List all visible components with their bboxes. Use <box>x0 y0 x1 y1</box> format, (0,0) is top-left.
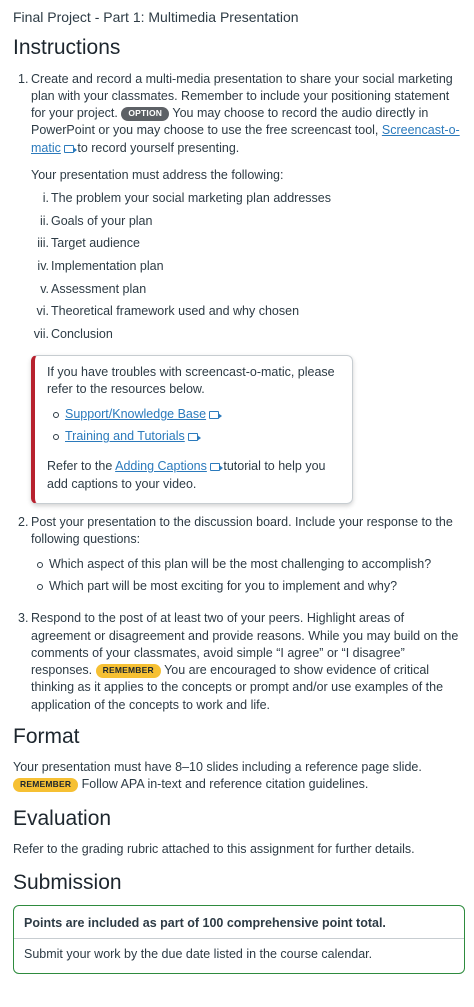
evaluation-text: Refer to the grading rubric attached to this assignment for further details. <box>13 841 415 856</box>
external-link-icon <box>210 463 220 471</box>
list-item <box>53 406 338 428</box>
step-number: 3. <box>18 611 29 626</box>
step-2-text: Post your presentation to the discussion board. Include your response to the following questions: <box>31 514 453 547</box>
list-item <box>53 428 338 450</box>
submission-heading: Submission <box>13 870 122 894</box>
callout-refer: Refer to the Adding Captions tutorial to help you add captions to your video. <box>47 459 326 491</box>
step-3 <box>13 610 464 714</box>
list-item: iii. Target audience <box>37 236 140 251</box>
instructions-heading: Instructions <box>13 36 121 60</box>
external-link-icon <box>188 433 198 441</box>
step-2 <box>13 514 464 601</box>
training-tutorials-link[interactable]: Training and Tutorials <box>65 429 185 444</box>
support-knowledge-base-link[interactable]: Support/Knowledge Base <box>65 407 207 422</box>
format-text: Your presentation must have 8–10 slides including a reference page slide. REMEMBER Follow APA in-text and reference citation guidelines. <box>13 760 422 792</box>
list-item: ii. Goals of your plan <box>39 213 153 228</box>
step-1-text: Create and record a multi-media presentation to share your social marketing plan with your classmates. Remember to include your positioning statement for your project. OPTION You may choose to record the audio directly in PowerPoint or you may choose to use the free screencast tool, Screencast-o-matic to record yourself presenting. <box>31 71 460 155</box>
step-3-text: Respond to the post of at least two of your peers. Highlight areas of agreement or disagreement and provide reasons. While you may build on the comments of your classmates, avoid simple “I agree” or “I disagree” responses. REMEMBER You are encouraged to show evidence of critical thinking as it applies to the concepts or prompt and/or use examples of the application of the concepts to work and life. <box>31 611 459 712</box>
external-link-icon <box>64 145 74 153</box>
resource-links <box>53 406 338 450</box>
list-item: vii. Conclusion <box>33 327 113 342</box>
questions-list <box>37 556 464 600</box>
list-item: iv. Implementation plan <box>37 259 164 274</box>
remember-badge: REMEMBER <box>96 664 161 678</box>
adding-captions-link[interactable]: Adding Captions <box>115 459 207 474</box>
page-title: Final Project - Part 1: Multimedia Presentation <box>13 9 299 25</box>
screencast-o-matic-link[interactable]: Screencast-o-matic <box>31 123 460 155</box>
instructions-list <box>13 71 464 714</box>
must-address-text: Your presentation must address the following: <box>31 167 284 182</box>
list-item: i. The problem your social marketing plan addresses <box>42 191 331 205</box>
points-note: Points are included as part of 100 comprehensive point total. <box>14 906 464 939</box>
step-1 <box>13 71 464 504</box>
list-item: Which part will be most exciting for you to implement and why? <box>37 578 464 600</box>
callout-intro: If you have troubles with screencast-o-matic, please refer to the resources below. <box>47 364 335 397</box>
list-item: v. Assessment plan <box>40 281 147 296</box>
list-item: Which aspect of this plan will be the most challenging to accomplish? <box>37 556 464 578</box>
step-number: 1. <box>18 71 29 86</box>
help-callout <box>31 355 353 504</box>
external-link-icon <box>209 411 219 419</box>
format-heading: Format <box>13 724 80 748</box>
list-item: vi. Theoretical framework used and why chosen <box>36 304 300 319</box>
requirements-list <box>31 190 464 349</box>
remember-badge: REMEMBER <box>13 778 78 792</box>
option-badge: OPTION <box>121 107 169 121</box>
submission-box <box>13 905 465 974</box>
evaluation-heading: Evaluation <box>13 806 112 830</box>
step-number: 2. <box>18 514 29 529</box>
due-date-note: Submit your work by the due date listed in the course calendar. <box>24 947 373 962</box>
